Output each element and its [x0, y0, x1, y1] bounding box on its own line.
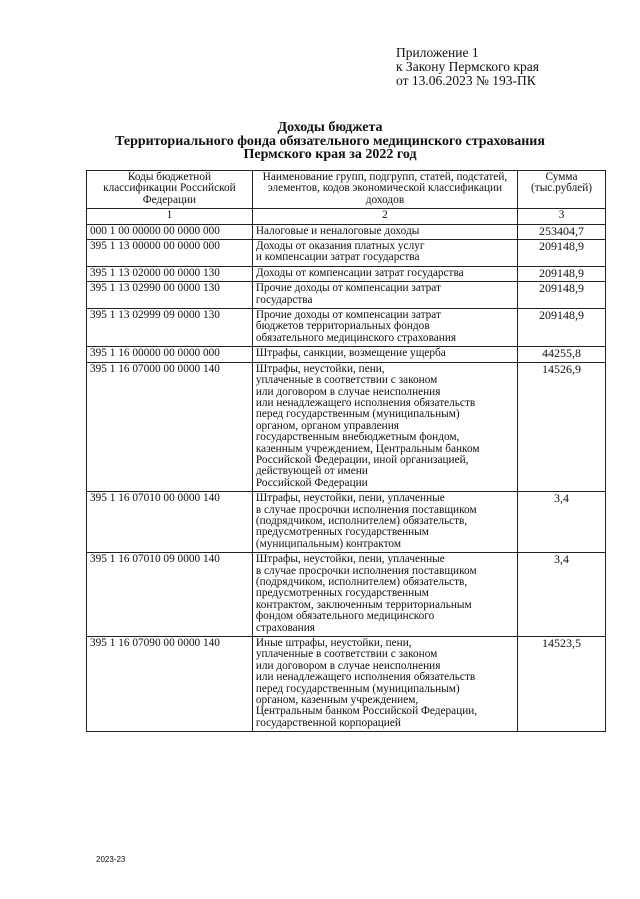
appendix-note — [396, 46, 539, 88]
row-sum: 14523,5 — [518, 637, 606, 732]
row-code: 395 1 16 00000 00 0000 000 — [87, 347, 253, 362]
appendix-date-line: от 13.06.2023 № 193-ПК — [396, 73, 536, 88]
row-code: 395 1 16 07090 00 0000 140 — [87, 637, 253, 732]
column-number: 3 — [518, 209, 606, 224]
row-code: 395 1 16 07000 00 0000 140 — [87, 362, 253, 491]
column-number-row — [87, 209, 606, 224]
table-row — [87, 266, 606, 281]
row-sum: 209148,9 — [518, 266, 606, 281]
table-row — [87, 282, 606, 309]
header-name: Наименование групп, подгрупп, статей, подстатей, элементов, кодов экономической классификации доходов — [252, 171, 517, 209]
row-code: 395 1 13 02000 00 0000 130 — [87, 266, 253, 281]
row-sum: 209148,9 — [518, 309, 606, 347]
revenue-table — [86, 170, 606, 732]
row-name: Штрафы, санкции, возмещение ущерба — [252, 347, 517, 362]
row-name: Штрафы, неустойки, пени, уплаченные в случае просрочки исполнения поставщиком (подрядчиком, исполнителем) обязательств, предусмотренных государственным контрактом, заключенным территориальным фондом обязательного медицинского страхования — [252, 553, 517, 637]
row-name: Доходы от компенсации затрат государства — [252, 266, 517, 281]
row-code: 395 1 16 07010 09 0000 140 — [87, 553, 253, 637]
appendix-line: Приложение 1 — [396, 45, 479, 60]
title-line-2: Территориального фонда обязательного медицинского страхования — [115, 133, 545, 149]
document-footer-code: 2023-23 — [96, 855, 126, 864]
header-code: Коды бюджетной классификации Российской Федерации — [87, 171, 253, 209]
row-code: 395 1 13 02999 09 0000 130 — [87, 309, 253, 347]
table-row — [87, 347, 606, 362]
column-number: 2 — [252, 209, 517, 224]
row-name: Штрафы, неустойки, пени, уплаченные в случае просрочки исполнения поставщиком (подрядчиком, исполнителем) обязательств, предусмотренных государственным (муниципальным) контрактом — [252, 492, 517, 553]
table-row — [87, 240, 606, 267]
table-header-row — [87, 171, 606, 209]
row-sum: 209148,9 — [518, 240, 606, 267]
page-title — [60, 121, 600, 162]
table-row — [87, 553, 606, 637]
table-row — [87, 309, 606, 347]
row-sum: 44255,8 — [518, 347, 606, 362]
row-name: Иные штрафы, неустойки, пени, уплаченные в соответствии с законом или договором в случае неисполнения или ненадлежащего исполнения обязательств перед государственным (муниципальным) органом, казенным учреждением, Центральным банком Российской Федерации, государственной корпорацией — [252, 637, 517, 732]
table-row — [87, 224, 606, 239]
row-name: Доходы от оказания платных услуг и компенсации затрат государства — [252, 240, 517, 267]
table-row — [87, 362, 606, 491]
column-number: 1 — [87, 209, 253, 224]
row-code: 395 1 13 00000 00 0000 000 — [87, 240, 253, 267]
row-name: Прочие доходы от компенсации затрат бюджетов территориальных фондов обязательного медицинского страхования — [252, 309, 517, 347]
title-line-3: Пермского края за 2022 год — [243, 147, 417, 162]
row-name: Прочие доходы от компенсации затрат государства — [252, 282, 517, 309]
table-row — [87, 492, 606, 553]
row-sum: 14526,9 — [518, 362, 606, 491]
table-row — [87, 637, 606, 732]
row-sum: 3,4 — [518, 553, 606, 637]
row-code: 395 1 13 02990 00 0000 130 — [87, 282, 253, 309]
row-name: Налоговые и неналоговые доходы — [252, 224, 517, 239]
appendix-law-line: к Закону Пермского края — [396, 59, 539, 74]
row-code: 000 1 00 00000 00 0000 000 — [87, 224, 253, 239]
header-sum: Сумма (тыс.рублей) — [518, 171, 606, 209]
row-name: Штрафы, неустойки, пени, уплаченные в соответствии с законом или договором в случае неисполнения или ненадлежащего исполнения обязательств перед государственным (муниципальным) органом, органом управления государственным внебюджетным фондом, казенным учреждением, Центральным банком Российской Федерации, иной организацией, действующей от имени Российской Федерации — [252, 362, 517, 491]
title-line-1: Доходы бюджета — [277, 120, 383, 135]
row-sum: 209148,9 — [518, 282, 606, 309]
row-code: 395 1 16 07010 00 0000 140 — [87, 492, 253, 553]
row-sum: 3,4 — [518, 492, 606, 553]
row-sum: 253404,7 — [518, 224, 606, 239]
